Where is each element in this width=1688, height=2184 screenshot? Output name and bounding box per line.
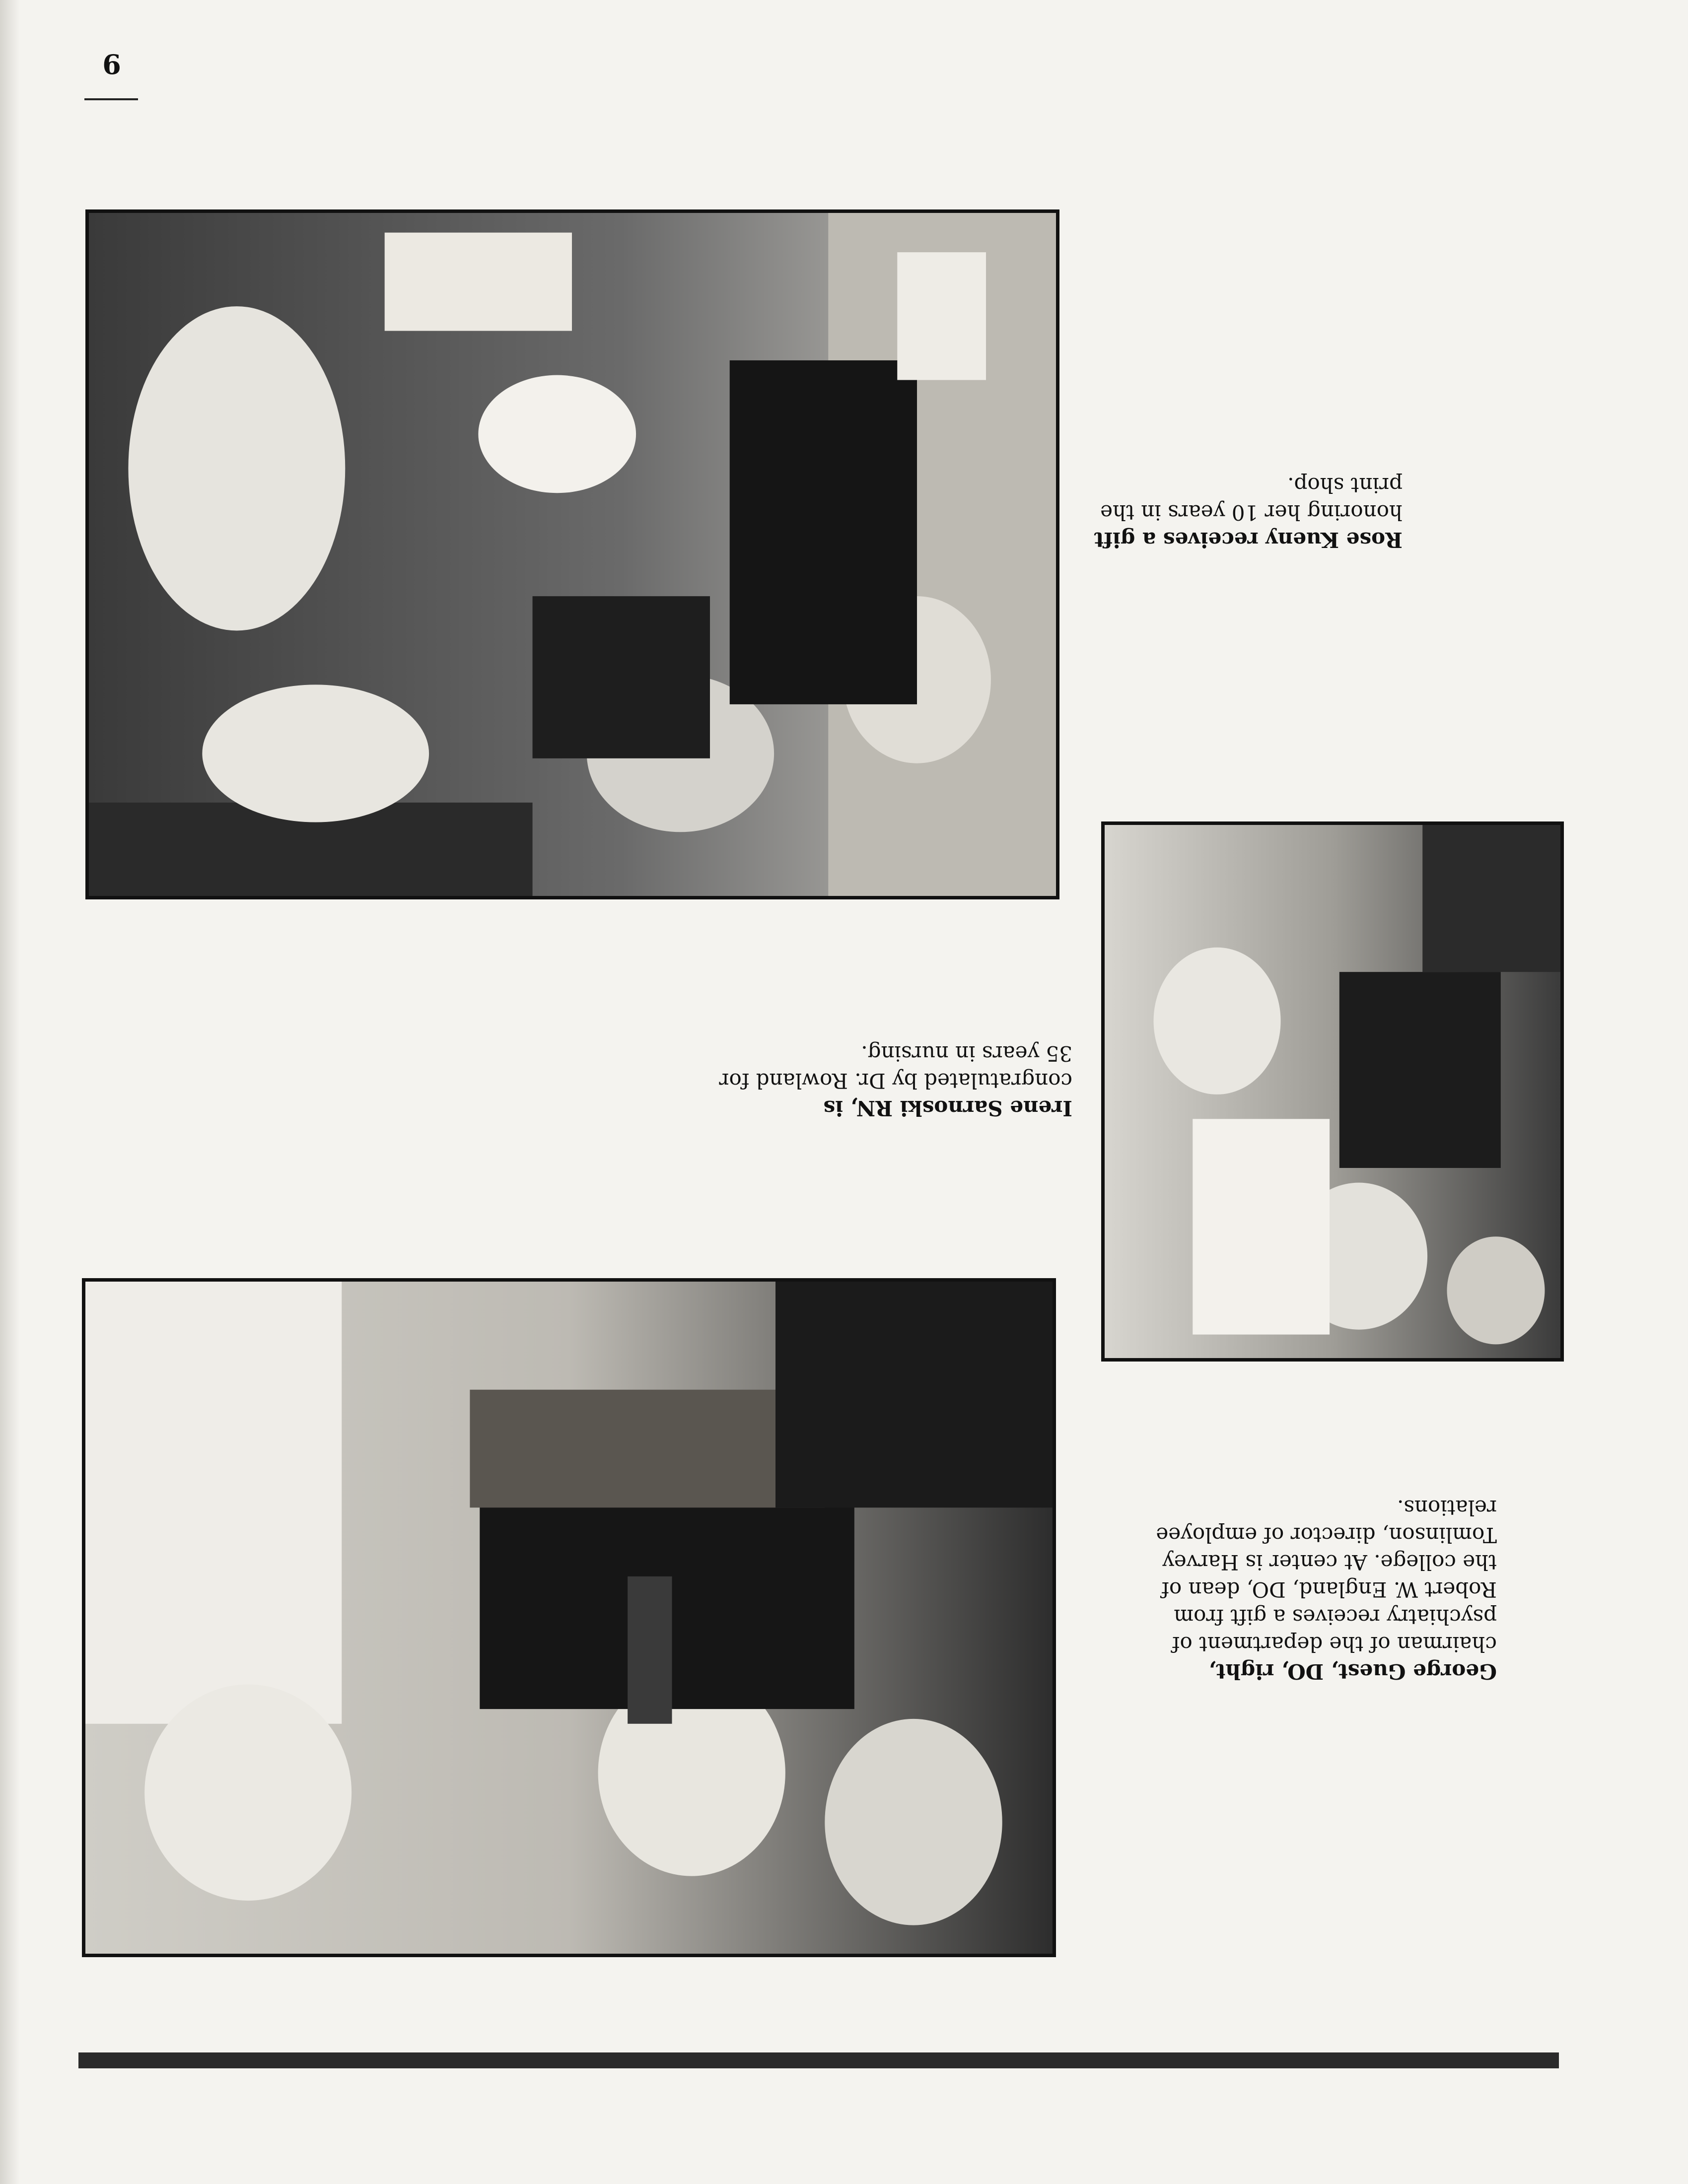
caption-line: 35 years in nursing. xyxy=(861,1041,1072,1066)
caption-line: Rose Kueny receives a gift xyxy=(1094,528,1403,552)
page-number: 6 xyxy=(102,49,121,80)
caption-line: honoring her 10 years in the xyxy=(1100,500,1403,525)
caption-line: Robert W. England, DO, dean of xyxy=(1161,1577,1497,1602)
photo-irene-sarnoski xyxy=(1101,821,1564,1362)
caption-line: print shop. xyxy=(1287,473,1403,497)
caption-line: the college. At center is Harvey xyxy=(1162,1550,1497,1574)
caption-line: Irene Sarnoski RN, is xyxy=(823,1096,1072,1120)
photo-rose-kueny xyxy=(85,209,1059,899)
page-number-rule xyxy=(84,98,138,100)
caption-line: chairman of the department of xyxy=(1172,1632,1497,1656)
page-edge-shadow xyxy=(0,0,20,2184)
caption-line: Tomlinson, director of employee xyxy=(1156,1523,1497,1547)
caption-rose-kueny xyxy=(1085,472,1403,553)
caption-line: George Guest, DO, right, xyxy=(1208,1659,1497,1684)
caption-line: psychiatry receives a gift from xyxy=(1174,1605,1497,1629)
caption-george-guest xyxy=(1085,1494,1497,1685)
bottom-rule xyxy=(78,2052,1559,2068)
caption-line: relations. xyxy=(1397,1496,1497,1520)
caption-line: congratulated by Dr. Rowland for xyxy=(719,1069,1072,1093)
caption-irene-sarnoski xyxy=(680,1040,1072,1122)
photo-george-guest xyxy=(82,1278,1056,1957)
